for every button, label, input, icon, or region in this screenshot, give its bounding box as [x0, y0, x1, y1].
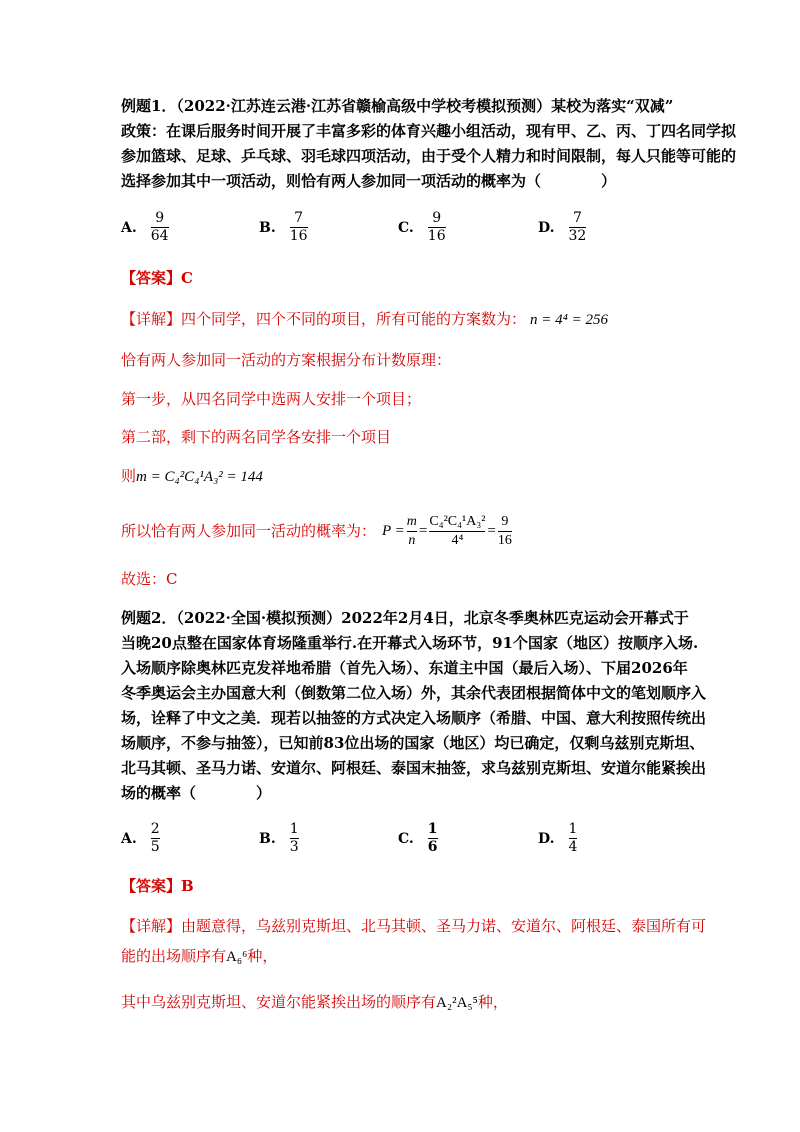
q2-line-5: 场，诠释了中文之美．现若以抽签的方式决定入场顺序（希腊、中国、意大利按照传统出	[121, 709, 707, 727]
option-label: B.	[259, 219, 276, 236]
option-label: B.	[259, 830, 276, 847]
fraction-m-over-n: m n	[406, 513, 417, 548]
option-label: D.	[538, 219, 555, 236]
q1-answer: 【答案】C	[121, 269, 193, 287]
probability-formula: P = m n = C₄²C₄¹A₃² 4⁴ = 9 16	[382, 513, 512, 548]
option-fraction: $\frac{9}{16}$	[427, 210, 446, 244]
fraction-combinatorics: C₄²C₄¹A₃² 4⁴	[429, 513, 486, 548]
q1-detail-line-5: 则m = C₄²C₄¹A₃² = 144	[121, 467, 263, 485]
option-fraction: $\frac{1}{4}$	[568, 821, 578, 855]
option-fraction: $\frac{7}{16}$	[289, 210, 308, 244]
option-fraction: $\frac{1}{6}$	[427, 821, 438, 855]
option-label: C.	[398, 830, 414, 847]
q2-line-6: 场顺序，不参与抽签），已知前83位出场的国家（地区）均已确定，仅剩乌兹别克斯坦、	[121, 734, 705, 752]
q1-detail-line-6: 所以恰有两人参加同一活动的概率为： P = m n = C₄²C₄¹A₃² 4⁴ = 9 16	[121, 510, 691, 552]
q2-line-4: 冬季奥运会主办国意大利（倒数第二位入场）外，其余代表团根据简体中文的笔划顺序入	[121, 684, 707, 702]
q2-line-8: 场的概率（ ）	[121, 784, 272, 802]
option-label: A.	[121, 219, 137, 236]
option-fraction: $\frac{2}{5}$	[150, 821, 160, 855]
q2-answer: 【答案】B	[121, 877, 194, 895]
q2-option-c	[398, 821, 438, 856]
q1-detail-line-1: 【详解】四个同学，四个不同的项目，所有可能的方案数为： n = 4⁴ = 256	[121, 310, 608, 328]
q1-line-4: 选择参加其中一项活动，则恰有两人参加同一项活动的概率为（ ）	[121, 172, 617, 190]
math-expression: m = C₄²C₄¹A₃² = 144	[136, 469, 263, 485]
q2-line-7: 北马其顿、圣马力诺、安道尔、阿根廷、泰国末抽签，求乌兹别克斯坦、安道尔能紧挨出	[121, 759, 707, 777]
q2-detail-line-2: 能的出场顺序有A₆⁶种，	[121, 947, 278, 965]
q1-option-c	[398, 210, 446, 245]
q2-option-b	[259, 821, 299, 856]
q2-line-1: 例题2．（2022·全国·模拟预测）2022年2月4日，北京冬季奥林匹克运动会开幕式于	[121, 609, 689, 627]
q1-line-3: 参加篮球、足球、乒乓球、羽毛球四项活动，由于受个人精力和时间限制，每人只能等可能的	[121, 147, 737, 165]
option-label: C.	[398, 219, 414, 236]
q1-detail-line-4: 第二部，剩下的两名同学各安排一个项目	[121, 428, 392, 446]
option-label: A.	[121, 830, 137, 847]
math-expression: A₂²A₅⁵	[436, 995, 478, 1011]
q2-line-3: 入场顺序除奥林匹克发祥地希腊（首先入场）、东道主中国（最后入场）、下届2026年	[121, 659, 688, 677]
math-expression: n = 4⁴ = 256	[530, 312, 608, 328]
q2-detail-line-1: 【详解】由题意得，乌兹别克斯坦、北马其顿、圣马力诺、安道尔、阿根廷、泰国所有可	[121, 917, 707, 935]
q1-detail-line-3: 第一步，从四名同学中选两人安排一个项目；	[121, 390, 422, 408]
math-expression: A₆⁶	[226, 949, 248, 965]
option-fraction: $\frac{7}{32}$	[568, 210, 587, 244]
q1-conclusion: 故选：C	[121, 570, 178, 588]
q1-line-1: 例题1．（2022·江苏连云港·江苏省赣榆高级中学校考模拟预测）某校为落实“双减”	[121, 97, 674, 115]
q2-option-d	[538, 821, 577, 856]
option-fraction: $\frac{1}{3}$	[289, 821, 299, 855]
q2-line-2: 当晚20点整在国家体育场隆重举行.在开幕式入场环节，91个国家（地区）按顺序入场.	[121, 634, 699, 652]
q1-detail-line-2: 恰有两人参加同一活动的方案根据分布计数原理：	[121, 351, 452, 369]
option-fraction: $\frac{9}{64}$	[150, 210, 169, 244]
q1-option-a	[121, 210, 169, 245]
q2-detail-line-3: 其中乌兹别克斯坦、安道尔能紧挨出场的顺序有A₂²A₅⁵种，	[121, 993, 508, 1011]
q1-line-2: 政策：在课后服务时间开展了丰富多彩的体育兴趣小组活动，现有甲、乙、丙、丁四名同学拟	[121, 122, 737, 140]
q1-option-d	[538, 210, 586, 245]
fraction-result: 9 16	[497, 513, 512, 548]
q1-option-b	[259, 210, 308, 245]
q2-option-a	[121, 821, 160, 856]
option-label: D.	[538, 830, 555, 847]
